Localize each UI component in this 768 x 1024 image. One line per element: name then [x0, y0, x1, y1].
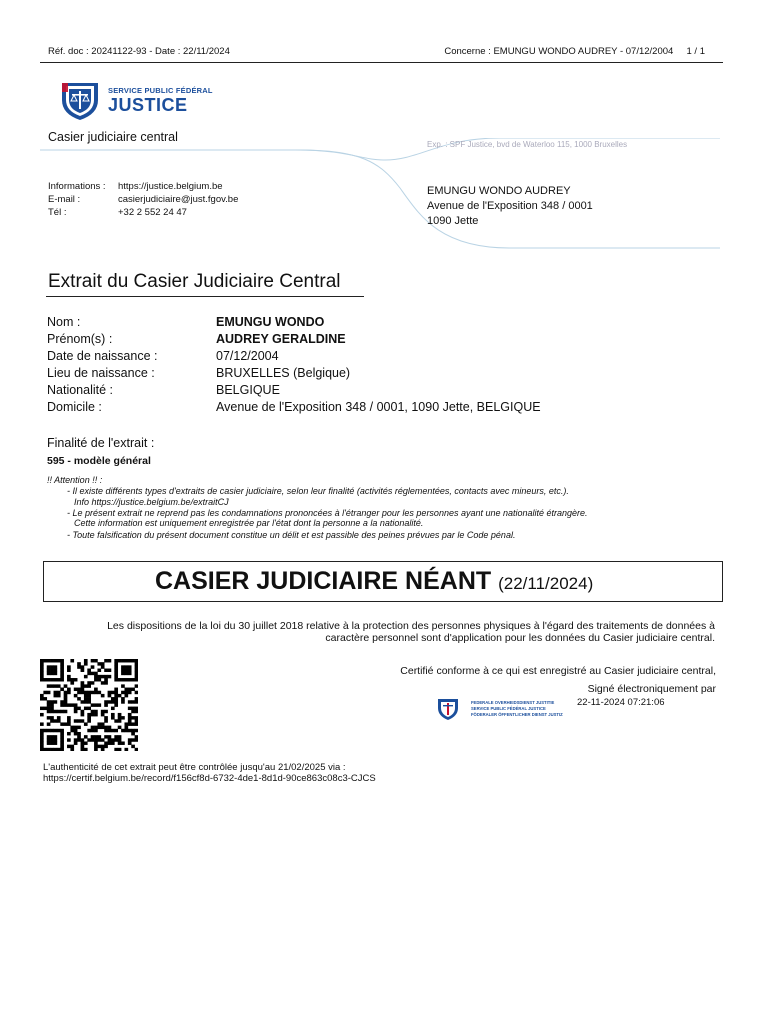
- recipient-street: Avenue de l'Exposition 348 / 0001: [427, 200, 593, 212]
- service-name: Casier judiciaire central: [48, 130, 178, 144]
- person-value: BELGIQUE: [216, 383, 280, 397]
- contact-info-label: Informations :: [48, 181, 106, 192]
- person-label: Domicile :: [47, 400, 102, 414]
- document-concerne: Concerne : EMUNGU WONDO AUDREY - 07/12/2004 1 / 1: [444, 46, 705, 57]
- document-title: Extrait du Casier Judiciaire Central: [48, 271, 341, 292]
- authenticity-url[interactable]: https://certif.belgium.be/record/f156cf8d-6732-4de1-8d1d-90ce863c08c3-CJCS: [43, 773, 376, 784]
- person-value: 07/12/2004: [216, 349, 279, 363]
- logo-title: JUSTICE: [108, 95, 188, 115]
- person-value: Avenue de l'Exposition 348 / 0001, 1090 Jette, BELGIQUE: [216, 400, 541, 414]
- person-label: Nationalité :: [47, 383, 114, 397]
- attention-line: Cette information est uniquement enregistrée par l'état dont la personne a la nationalité.: [74, 518, 424, 528]
- logo-subtitle: SERVICE PUBLIC FÉDÉRAL: [108, 86, 213, 95]
- contact-phone-value: +32 2 552 24 47: [118, 207, 187, 218]
- attention-line: - Toute falsification du présent document constitue un délit et est passible des peines prévues par le Code pénal.: [67, 530, 516, 540]
- attention-line: !! Attention !! :: [47, 475, 103, 485]
- person-value: BRUXELLES (Belgique): [216, 366, 351, 380]
- person-label: Date de naissance :: [47, 349, 158, 363]
- attention-line: Info https://justice.belgium.be/extraitCJ: [74, 497, 229, 507]
- contact-email-label: E-mail :: [48, 194, 81, 205]
- title-underline: [46, 296, 364, 297]
- mini-logo-line: FÖDERALER ÖFFENTLICHER DIENST JUSTIZ: [471, 712, 563, 717]
- mini-logo-line: FEDERALE OVERHEIDSDIENST JUSTITIE: [471, 700, 555, 705]
- qr-code[interactable]: [40, 659, 138, 751]
- recipient-city: 1090 Jette: [427, 215, 479, 227]
- person-label: Prénom(s) :: [47, 332, 113, 346]
- recipient-name: EMUNGU WONDO AUDREY: [427, 185, 571, 197]
- certification-text: Certifié conforme à ce qui est enregistré au Casier judiciaire central,: [400, 665, 716, 677]
- attention-line: - Il existe différents types d'extraits de casier judiciaire, selon leur finalité (activités réglementées, contacts avec mineurs, etc.).: [67, 486, 569, 496]
- contact-phone-label: Tél :: [48, 207, 67, 218]
- contact-email-link[interactable]: casierjudiciaire@just.fgov.be: [118, 194, 239, 205]
- authenticity-text: L'authenticité de cet extrait peut être contrôlée jusqu'au 21/02/2025 via :: [43, 762, 346, 773]
- header-divider: [40, 62, 723, 63]
- finalite-value: 595 - modèle général: [47, 455, 151, 467]
- contact-info-link[interactable]: https://justice.belgium.be: [118, 181, 223, 192]
- attention-line: - Le présent extrait ne reprend pas les condamnations prononcées à l'étranger pour les personnes ayant une nationalité étrangère.: [67, 508, 588, 518]
- finalite-label: Finalité de l'extrait :: [47, 436, 155, 450]
- result-label: CASIER JUDICIAIRE NÉANT: [155, 567, 492, 595]
- result-date: (22/11/2024): [498, 574, 594, 593]
- expeditor-address: Exp. : SPF Justice, bvd de Waterloo 115, 1000 Bruxelles: [427, 140, 628, 149]
- person-value: AUDREY GERALDINE: [216, 332, 346, 346]
- person-label: Nom :: [47, 315, 81, 329]
- document-reference: Réf. doc : 20241122-93 - Date : 22/11/2024: [48, 46, 230, 57]
- person-label: Lieu de naissance :: [47, 366, 155, 380]
- mini-logo-line: SERVICE PUBLIC FÉDÉRAL JUSTICE: [471, 706, 546, 711]
- signature-text: Signé électroniquement par: [587, 683, 716, 695]
- justice-shield-icon: [58, 80, 102, 122]
- legal-dispositions: Les dispositions de la loi du 30 juillet 2018 relative à la protection des personnes physiques à l'égard des traitements de données à caractère personnel sont d'application pour les données du Casier judiciaire central.: [107, 620, 715, 644]
- result-text: [155, 567, 593, 596]
- signature-date: 22-11-2024 07:21:06: [577, 697, 665, 708]
- person-value: EMUNGU WONDO: [216, 315, 325, 329]
- federal-justice-logo-icon: [436, 697, 460, 721]
